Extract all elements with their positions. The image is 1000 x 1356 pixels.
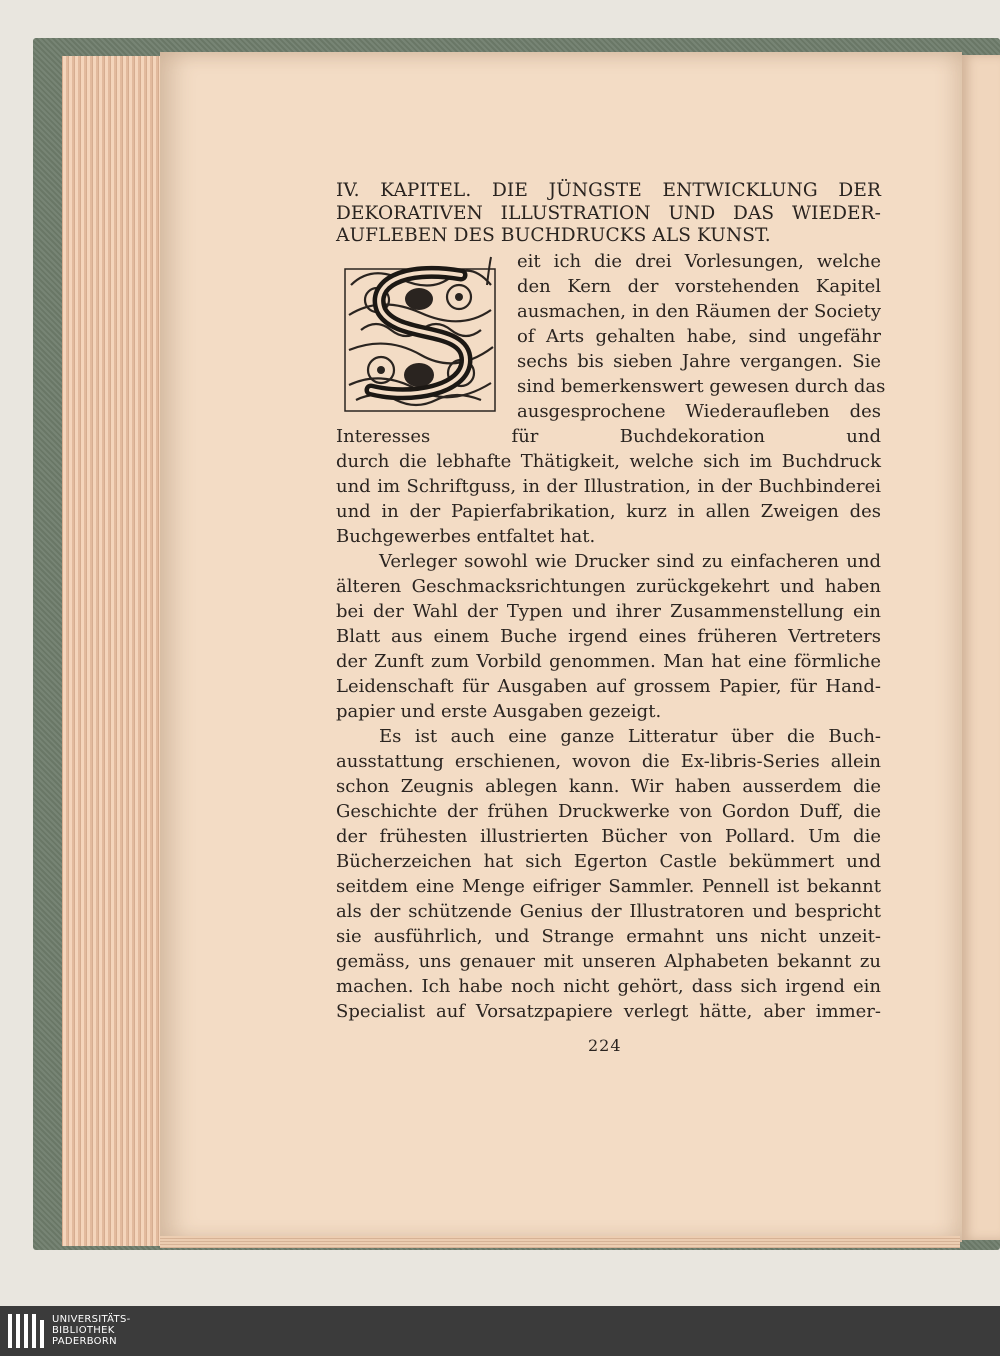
text-line: als der schützende Genius der Illustratoren und bespricht	[336, 900, 881, 922]
text-line: seitdem eine Menge eifriger Sammler. Pennell ist bekannt	[336, 875, 881, 897]
text-line: sind bemerkenswert gewesen durch das	[517, 375, 886, 397]
text-line: eit ich die drei Vorlesungen, welche	[517, 250, 881, 272]
footer-bar	[0, 1306, 1000, 1356]
text-line: of Arts gehalten habe, sind ungefähr	[517, 325, 881, 347]
chapter-heading: IV. KAPITEL. DIE JÜNGSTE ENTWICKLUNG DER DEKORATIVEN ILLUSTRATION UND DAS WIEDER-AUFLEBEN DES BUCHDRUCKS ALS KUNST.	[336, 180, 881, 246]
facing-page	[960, 55, 1000, 1240]
text-line: Verleger sowohl wie Drucker sind zu einfacheren und	[379, 550, 881, 572]
bottom-page-edges	[160, 1236, 960, 1248]
text-line: Geschichte der frühen Druckwerke von Gordon Duff, die	[336, 800, 881, 822]
text-line: den Kern der vorstehenden Kapitel	[517, 275, 881, 297]
text-line: Bücherzeichen hat sich Egerton Castle bekümmert und	[336, 850, 881, 872]
library-logo-icon	[8, 1312, 48, 1350]
text-line: Buchgewerbes entfaltet hat.	[336, 525, 596, 547]
library-name	[52, 1314, 131, 1347]
library-name-line3: PADERBORN	[52, 1336, 117, 1347]
page-number: 224	[588, 1036, 622, 1055]
text-line: Es ist auch eine ganze Litteratur über die Buch-	[379, 725, 881, 747]
library-name-line1: UNIVERSITÄTS-	[52, 1314, 131, 1325]
text-line: Specialist auf Vorsatzpapiere verlegt hätte, aber immer-	[336, 1000, 881, 1022]
text-line: ausgesprochene Wiederaufleben des	[517, 400, 881, 422]
text-line: machen. Ich habe noch nicht gehört, dass sich irgend ein	[336, 975, 881, 997]
text-line: der frühesten illustrierten Bücher von Pollard. Um die	[336, 825, 881, 847]
text-line: sie ausführlich, und Strange ermahnt uns nicht unzeit-	[336, 925, 881, 947]
text-line: Blatt aus einem Buche irgend eines früheren Vertreters	[336, 625, 881, 647]
ornamental-initial-s-icon	[341, 255, 501, 417]
text-line: Interesses für Buchdekoration und	[336, 425, 881, 447]
text-line: Leidenschaft für Ausgaben auf grossem Papier, für Hand-	[336, 675, 881, 697]
text-line: der Zunft zum Vorbild genommen. Man hat eine förmliche	[336, 650, 881, 672]
text-line: und im Schriftguss, in der Illustration, in der Buchbinderei	[336, 475, 881, 497]
library-name-line2: BIBLIOTHEK	[52, 1325, 115, 1336]
page-edges	[62, 56, 170, 1246]
text-line: älteren Geschmacksrichtungen zurückgekehrt und haben	[336, 575, 881, 597]
text-line: ausstattung erschienen, wovon die Ex-libris-Series allein	[336, 750, 881, 772]
text-line: ausmachen, in den Räumen der Society	[517, 300, 881, 322]
page-text	[336, 180, 886, 1024]
text-line: durch die lebhafte Thätigkeit, welche sich im Buchdruck	[336, 450, 881, 472]
text-line: bei der Wahl der Typen und ihrer Zusammenstellung ein	[336, 600, 881, 622]
text-line: gemäss, uns genauer mit unseren Alphabeten bekannt zu	[336, 950, 881, 972]
text-line: papier und erste Ausgaben gezeigt.	[336, 700, 662, 722]
text-line: schon Zeugnis ablegen kann. Wir haben ausserdem die	[336, 775, 881, 797]
text-line: und in der Papierfabrikation, kurz in allen Zweigen des	[336, 500, 881, 522]
text-line: sechs bis sieben Jahre vergangen. Sie	[517, 350, 881, 372]
